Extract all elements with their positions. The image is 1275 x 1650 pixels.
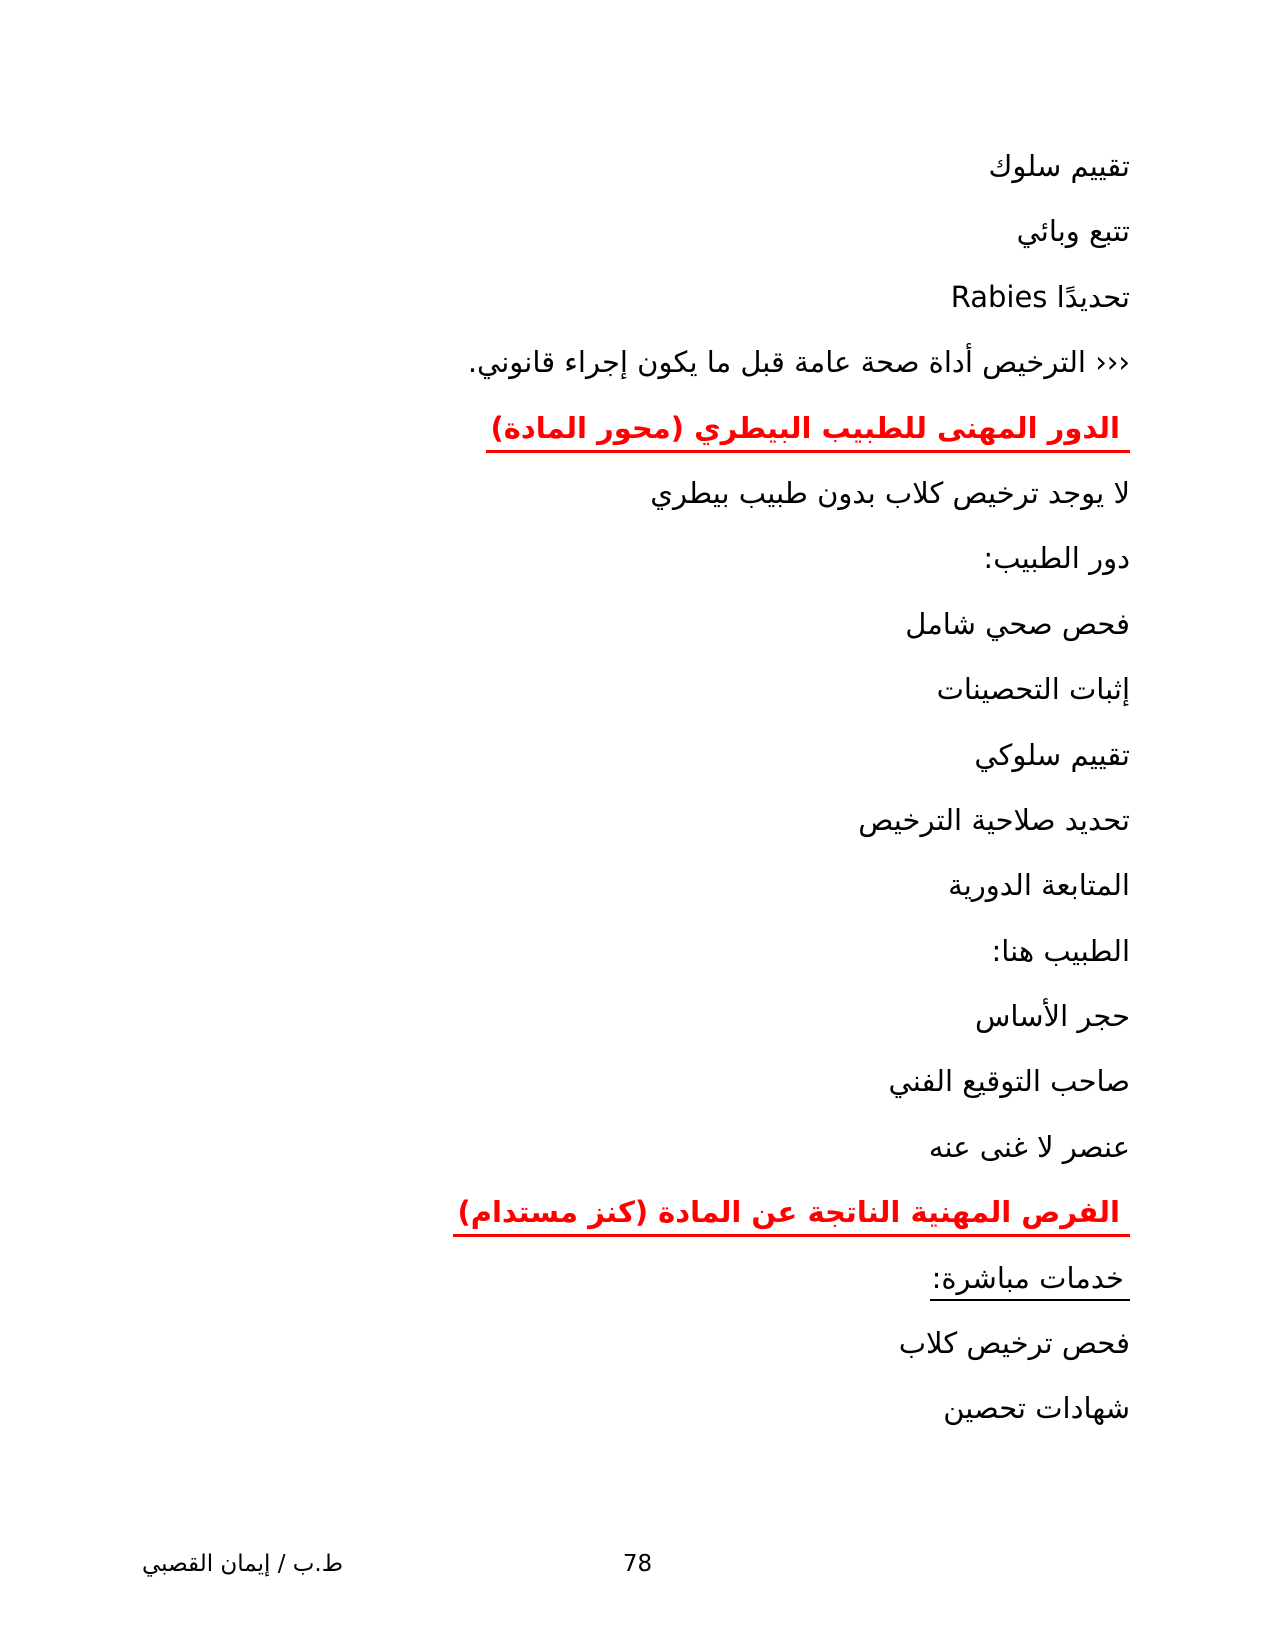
- underlined-subheading-text: خدمات مباشرة:: [930, 1261, 1130, 1301]
- text-line-20: شهادات تحصين: [943, 1391, 1130, 1426]
- page-footer: [0, 1551, 1275, 1581]
- page-number: 78: [622, 1551, 653, 1577]
- text-line-19: فحص ترخيص كلاب: [898, 1326, 1130, 1361]
- footer-author: ط.ب / إيمان القصبي: [142, 1551, 343, 1577]
- red-heading-2-text: الفرص المهنية الناتجة عن المادة (كنز مستدام): [453, 1195, 1130, 1237]
- underlined-subheading: [145, 1246, 1130, 1311]
- red-heading-2: [145, 1180, 1130, 1245]
- text-line-13: الطبيب هنا:: [991, 933, 1130, 968]
- red-heading-1: [145, 396, 1130, 461]
- text-line-11: تحديد صلاحية الترخيص: [858, 802, 1130, 837]
- text-line-10: تقييم سلوكي: [974, 737, 1130, 772]
- text-line-15: صاحب التوقيع الفني: [888, 1064, 1130, 1099]
- text-line-9: إثبات التحصينات: [936, 672, 1130, 707]
- text-line-1: تقييم سلوك: [988, 149, 1130, 183]
- text-line-8: فحص صحي شامل: [905, 606, 1130, 641]
- text-line-12: المتابعة الدورية: [948, 868, 1130, 903]
- text-line-2: تتبع وبائي: [1016, 214, 1130, 249]
- document-body: [145, 134, 1130, 1442]
- text-line-4: ‹‹‹ الترخيص أداة صحة عامة قبل ما يكون إجراء قانوني.: [467, 345, 1130, 380]
- text-line-16: عنصر لا غنى عنه: [928, 1129, 1130, 1164]
- text-line-3: تحديدًا Rabies: [950, 279, 1130, 314]
- red-heading-1-text: الدور المهنى للطبيب البيطري (محور المادة): [486, 411, 1130, 453]
- text-line-7: دور الطبيب:: [983, 541, 1130, 576]
- text-line-14: حجر الأساس: [975, 999, 1130, 1034]
- text-line-6: لا يوجد ترخيص كلاب بدون طبيب بيطري: [650, 475, 1130, 510]
